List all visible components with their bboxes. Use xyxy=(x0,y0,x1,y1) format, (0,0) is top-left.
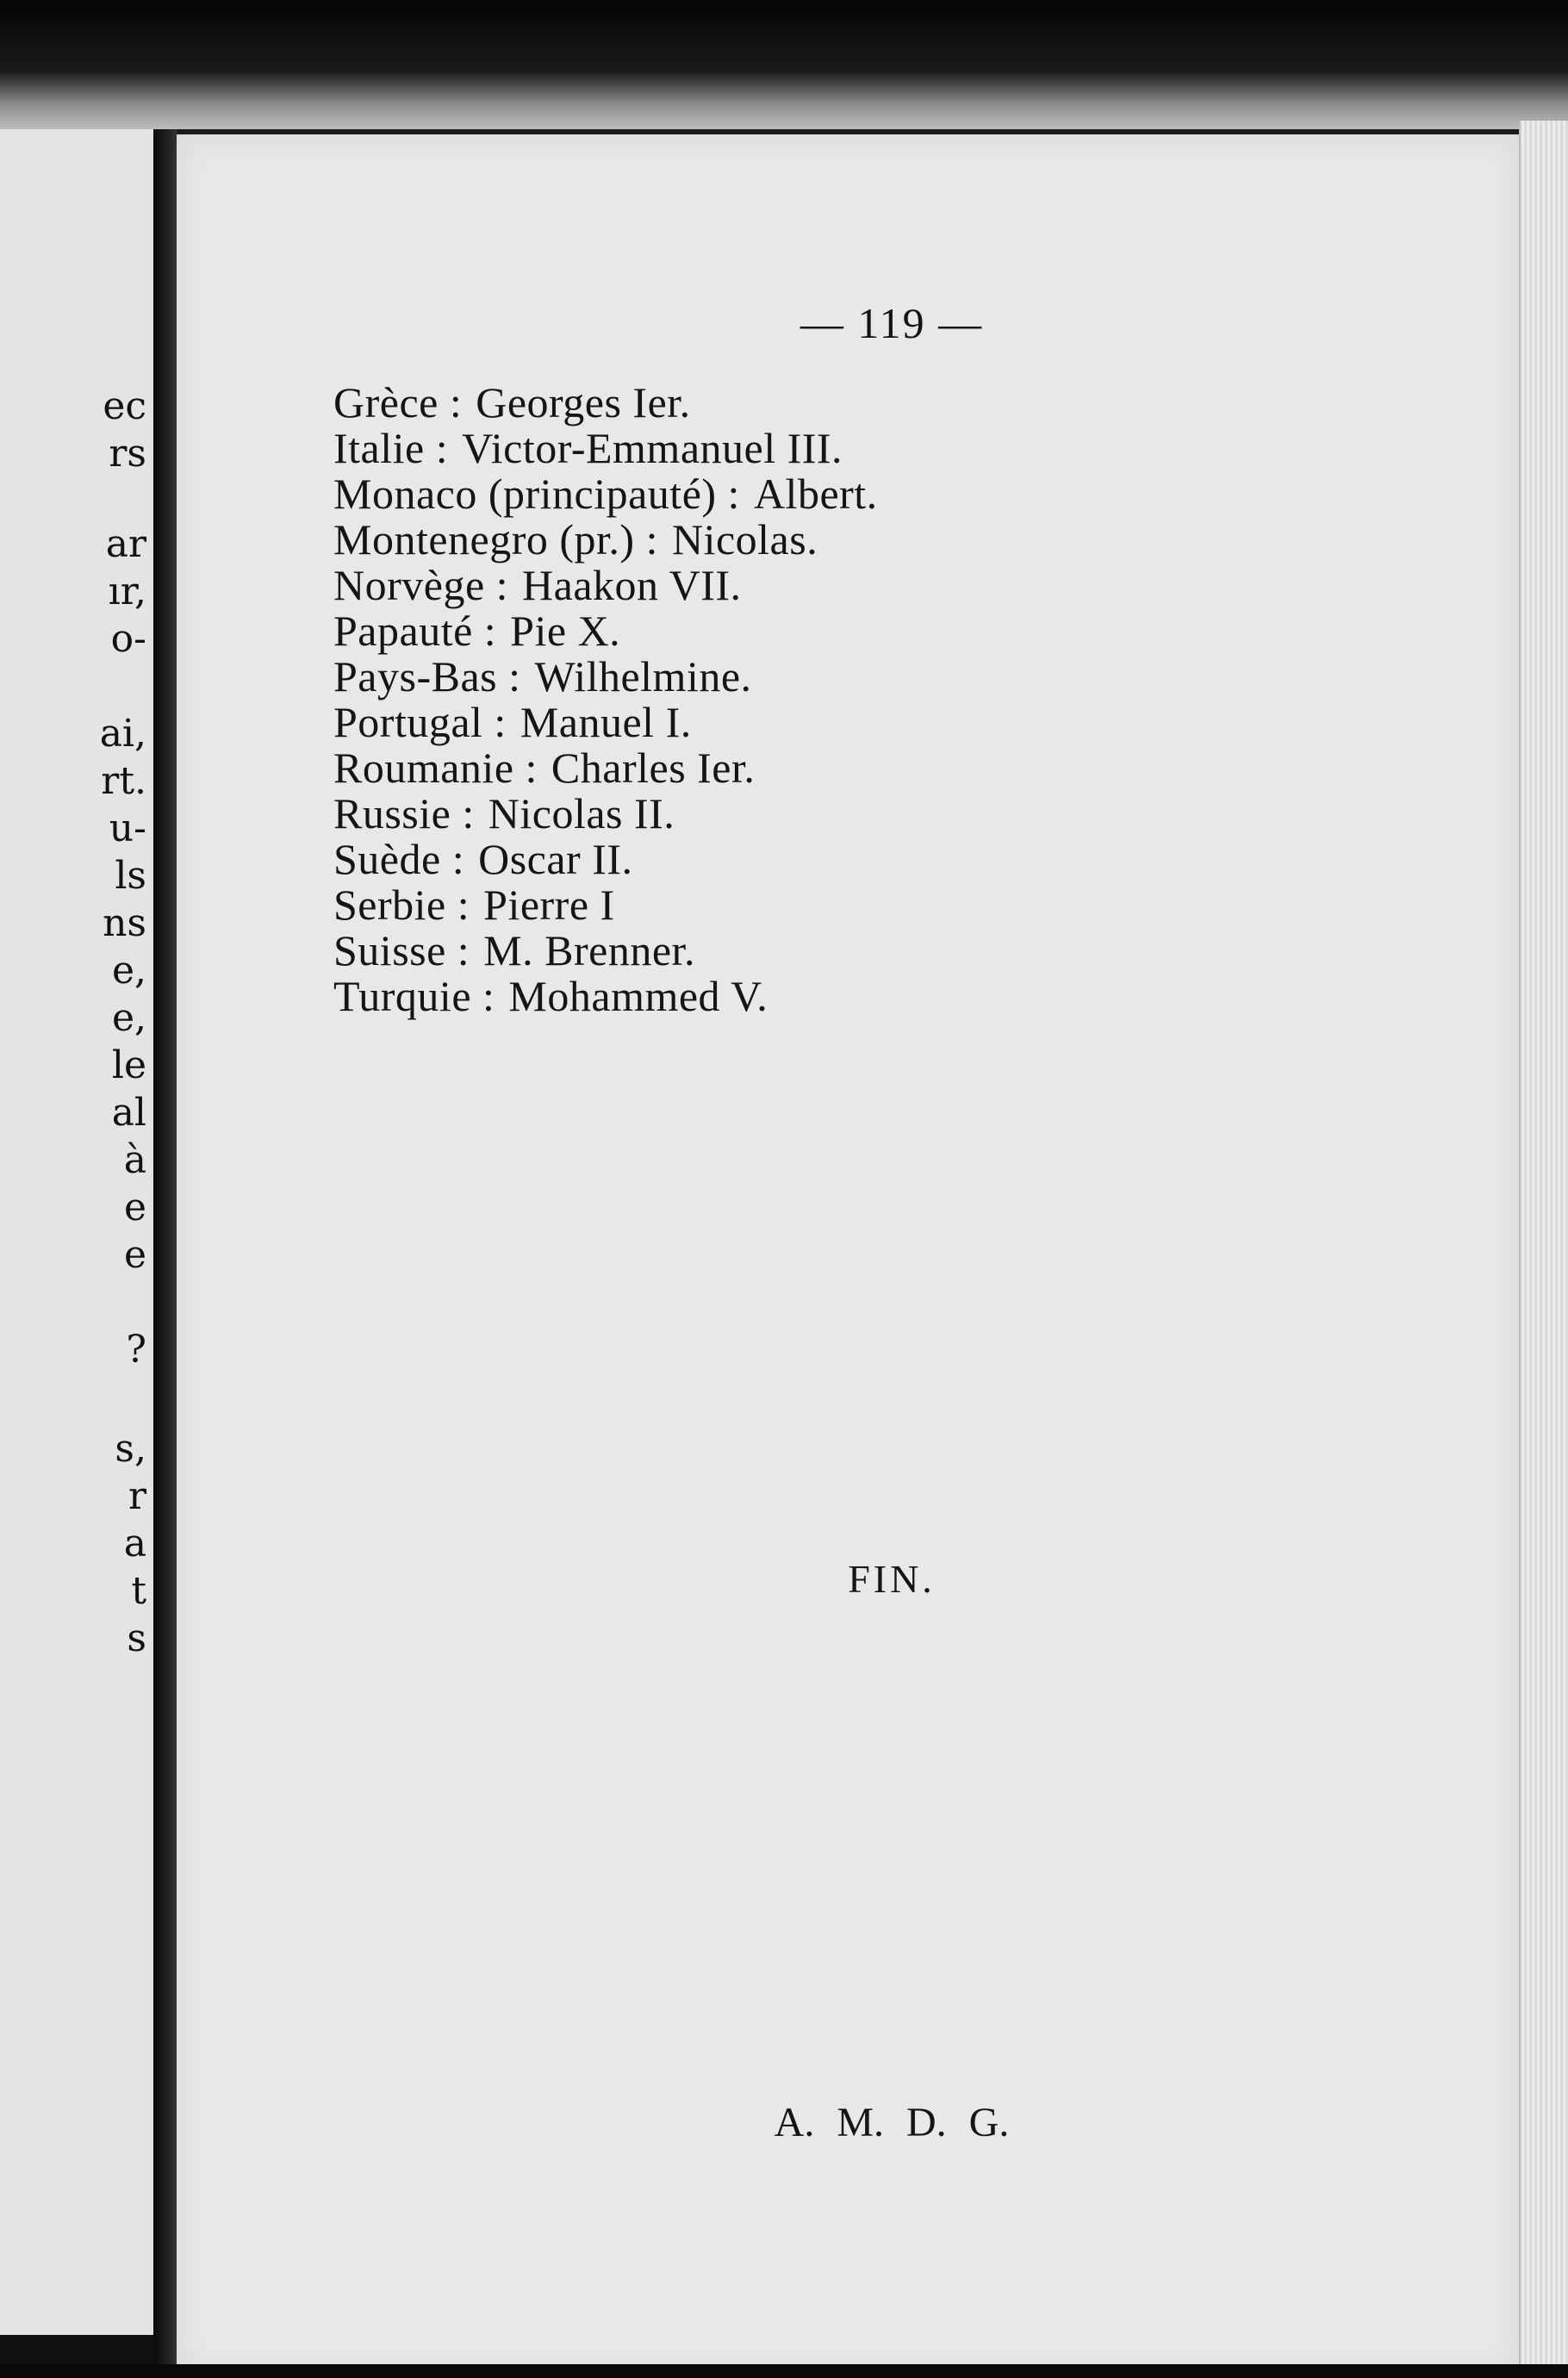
prev-page-text: e xyxy=(123,1186,146,1229)
ruler-name: Wilhelmine. xyxy=(534,652,752,700)
ruler-name: Nicolas. xyxy=(671,515,818,563)
list-item xyxy=(333,974,1281,1019)
prev-page-text: s, xyxy=(115,1427,146,1471)
prev-page-text: u- xyxy=(109,806,146,850)
prev-page-text: t xyxy=(131,1569,146,1613)
closing-text: FIN. xyxy=(848,1557,936,1601)
prev-page-text: r xyxy=(128,1474,146,1518)
country-name: Russie : xyxy=(333,789,475,837)
ruler-name: Oscar II. xyxy=(478,835,633,883)
book-gutter xyxy=(153,129,179,2369)
list-item xyxy=(333,928,1281,974)
country-name: Monaco (principauté) : xyxy=(333,470,740,518)
prev-page-text: ar xyxy=(105,522,146,566)
ruler-name: Mohammed V. xyxy=(508,972,768,1020)
prev-page-text: à xyxy=(123,1138,146,1182)
country-name: Turquie : xyxy=(333,972,495,1020)
prev-page-text: ır, xyxy=(108,570,146,613)
ruler-name: M. Brenner. xyxy=(483,926,695,974)
book-page xyxy=(177,129,1521,2375)
prev-page-text: o- xyxy=(110,617,146,661)
page-number: — 119 — xyxy=(800,299,984,347)
prev-page-text: ls xyxy=(115,854,146,898)
country-name: Serbie : xyxy=(333,881,470,929)
prev-page-text: e xyxy=(123,1233,146,1277)
prev-page-text: ec xyxy=(103,384,146,428)
dedication-text: A. M. D. G. xyxy=(774,2100,1010,2145)
rulers-list xyxy=(333,380,1281,1019)
list-item xyxy=(333,837,1281,882)
page-stack-edges xyxy=(1519,121,1568,2378)
prev-page-text: ns xyxy=(103,901,146,945)
country-name: Grèce : xyxy=(333,378,463,426)
ruler-name: Pie X. xyxy=(510,607,621,655)
list-item xyxy=(333,700,1281,745)
list-item xyxy=(333,426,1281,471)
prev-page-text: ? xyxy=(126,1328,146,1372)
scan-bottom-edge xyxy=(0,2364,1568,2378)
country-name: Papauté : xyxy=(333,607,497,655)
country-name: Montenegro (pr.) : xyxy=(333,515,658,563)
prev-page-text: e, xyxy=(111,949,146,993)
ruler-name: Charles Ier. xyxy=(551,744,756,792)
country-name: Suède : xyxy=(333,835,465,883)
prev-page-text: s xyxy=(127,1616,146,1660)
list-item xyxy=(333,563,1281,608)
list-item xyxy=(333,471,1281,517)
country-name: Roumanie : xyxy=(333,744,538,792)
country-name: Pays-Bas : xyxy=(333,652,521,700)
ruler-name: Pierre I xyxy=(483,881,615,929)
list-item xyxy=(333,608,1281,654)
prev-page-text: e, xyxy=(111,996,146,1040)
list-item xyxy=(333,380,1281,426)
list-item xyxy=(333,882,1281,928)
ruler-name: Haakon VII. xyxy=(522,561,742,609)
ruler-name: Albert. xyxy=(753,470,878,518)
country-name: Norvège : xyxy=(333,561,509,609)
scan-top-edge xyxy=(0,0,1568,129)
prev-page-text: al xyxy=(111,1091,146,1135)
ruler-name: Nicolas II. xyxy=(488,789,675,837)
country-name: Suisse : xyxy=(333,926,470,974)
prev-page-text: le xyxy=(111,1043,146,1087)
list-item xyxy=(333,791,1281,837)
prev-page-text: rt. xyxy=(101,759,146,803)
country-name: Portugal : xyxy=(333,698,507,746)
ruler-name: Georges Ier. xyxy=(476,378,691,426)
list-item xyxy=(333,517,1281,563)
prev-page-text: a xyxy=(123,1522,146,1566)
prev-page-text: ai, xyxy=(99,712,146,756)
ruler-name: Manuel I. xyxy=(520,698,692,746)
list-item xyxy=(333,654,1281,700)
list-item xyxy=(333,745,1281,791)
ruler-name: Victor-Emmanuel III. xyxy=(462,424,843,472)
previous-page-fragment xyxy=(0,129,157,2335)
country-name: Italie : xyxy=(333,424,449,472)
prev-page-text: rs xyxy=(109,432,146,476)
